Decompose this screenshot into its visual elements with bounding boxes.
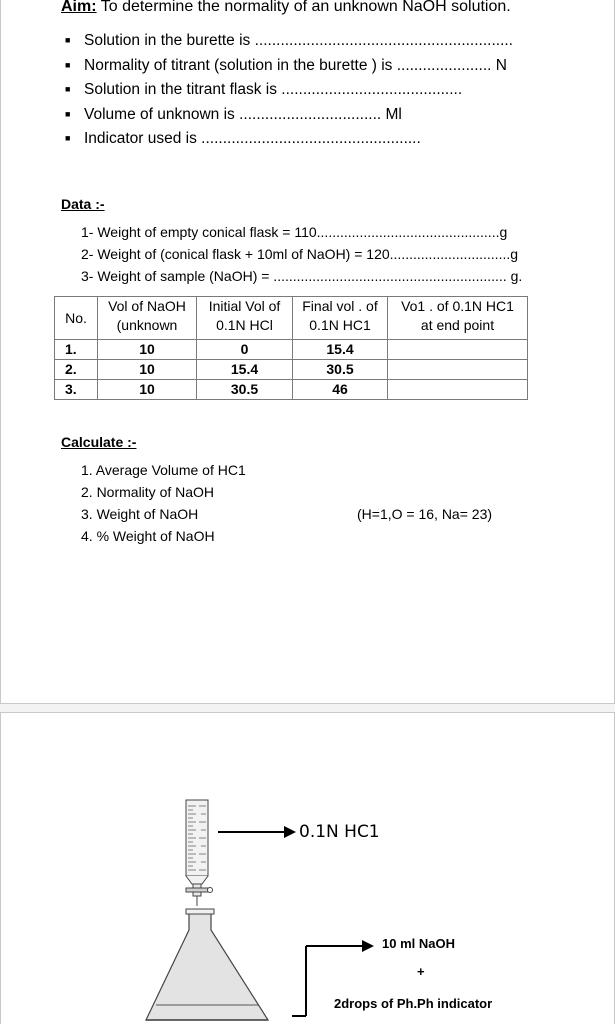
calculate-item: 4. % Weight of NaOH bbox=[81, 528, 215, 544]
data-item: 1- Weight of empty conical flask = 110...............................................g bbox=[81, 224, 508, 240]
cell-final-vol: 30.5 bbox=[293, 360, 388, 380]
cell-vol-naoh: 10 bbox=[98, 340, 197, 360]
fill-in-item: ■ Normality of titrant (solution in the burette ) is ...................... N bbox=[65, 57, 513, 82]
calculate-item: 3. Weight of NaOH bbox=[81, 506, 199, 522]
cell-no: 2. bbox=[55, 360, 98, 380]
cell-final-vol: 46 bbox=[293, 380, 388, 400]
cell-no: 3. bbox=[55, 380, 98, 400]
header-line: Final vol . of bbox=[302, 298, 378, 314]
cell-vol-naoh: 10 bbox=[98, 380, 197, 400]
plus-sign: + bbox=[417, 964, 425, 979]
header-line: 0.1N HC1 bbox=[309, 317, 371, 333]
header-line: Initial Vol of bbox=[208, 298, 281, 314]
indicator-label: 2drops of Ph.Ph indicator bbox=[334, 996, 493, 1011]
fill-in-item: ■ Solution in the burette is ............................................................ bbox=[65, 32, 513, 57]
data-item: 3- Weight of sample (NaOH) = ............................................................ g. bbox=[81, 268, 523, 284]
cell-initial-vol: 0 bbox=[197, 340, 293, 360]
aim-label: Aim: bbox=[61, 0, 97, 15]
calculate-item: 1. Average Volume of HC1 bbox=[81, 462, 246, 478]
header-line: Vo1 . of 0.1N HC1 bbox=[401, 298, 514, 314]
cell-initial-vol: 15.4 bbox=[197, 360, 293, 380]
cell-no: 1. bbox=[55, 340, 98, 360]
burette-label: 0.1N HC1 bbox=[299, 822, 380, 842]
calculate-heading: Calculate :- bbox=[61, 434, 137, 450]
calculate-item: 2. Normality of NaOH bbox=[81, 484, 215, 500]
fill-in-item: ■ Indicator used is ................................................... bbox=[65, 130, 513, 155]
aim-text: To determine the normality of an unknown NaOH solution. bbox=[96, 0, 511, 15]
arrow-to-burette-label bbox=[218, 826, 296, 838]
fill-in-item: ■ Solution in the titrant flask is .......................................... bbox=[65, 81, 513, 106]
header-no: No. bbox=[55, 297, 98, 340]
flask-label: 10 ml NaOH bbox=[382, 936, 455, 951]
header-line: Vol of NaOH bbox=[108, 298, 186, 314]
data-heading: Data :- bbox=[61, 196, 105, 212]
cell-initial-vol: 30.5 bbox=[197, 380, 293, 400]
cell-vol-naoh: 10 bbox=[98, 360, 197, 380]
header-line: at end point bbox=[420, 317, 495, 333]
atomic-masses-note: (H=1,O = 16, Na= 23) bbox=[357, 506, 493, 522]
fill-in-item: ■ Volume of unknown is ................................. Ml bbox=[65, 106, 513, 131]
conical-flask-illustration bbox=[146, 909, 268, 1020]
burette-illustration bbox=[186, 800, 213, 906]
header-line: (unknown bbox=[116, 317, 178, 333]
header-line: 0.1N HCl bbox=[216, 317, 273, 333]
data-item: 2- Weight of (conical flask + 10ml of NaOH) = 120...............................g bbox=[81, 246, 519, 262]
cell-final-vol: 15.4 bbox=[293, 340, 388, 360]
